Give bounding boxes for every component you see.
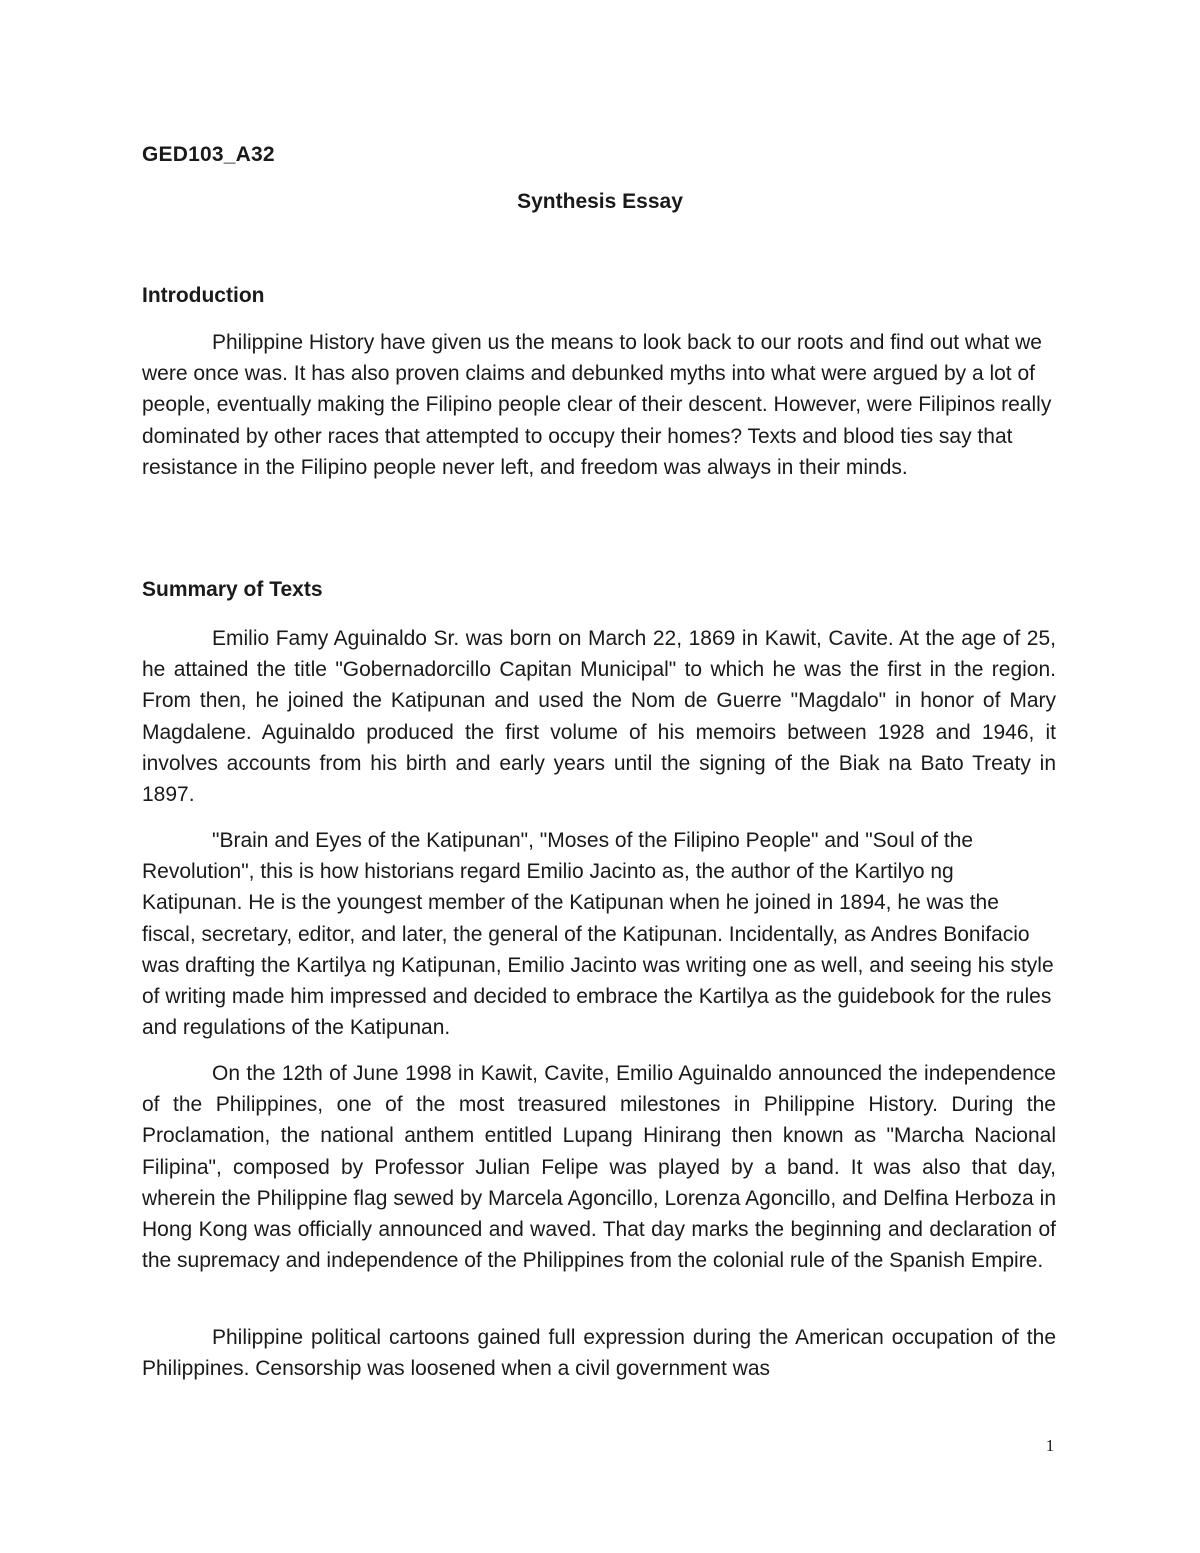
course-code: GED103_A32	[142, 143, 275, 166]
paragraph-summary-jacinto: "Brain and Eyes of the Katipunan", "Moses of the Filipino People" and "Soul of the Revolution", this is how historians regard Emilio Jacinto as, the author of the Kartilyo ng Katipunan. He is the youngest member of the Katipunan when he joined in 1894, he was the fiscal, secretary, editor, and later, the general of the Katipunan. Incidentally, as Andres Bonifacio was drafting the Kartilya ng Katipunan, Emilio Jacinto was writing one as well, and seeing his style of writing made him impressed and decided to embrace the Kartilya as the guidebook for the rules and regulations of the Katipunan.	[142, 829, 1054, 1040]
page-number: 1	[1045, 1436, 1055, 1455]
paragraph-summary-political-cartoons: Philippine political cartoons gained full expression during the American occupation of the Philippines. Censorship was loosened when a civil government was	[142, 1326, 1056, 1381]
section-heading-summary: Summary of Texts	[142, 578, 323, 601]
paragraph-summary-independence: On the 12th of June 1998 in Kawit, Cavite, Emilio Aguinaldo announced the independence of the Philippines, one of the most treasured milestones in Philippine History. During the Proclamation, the national anthem entitled Lupang Hinirang then known as "Marcha Nacional Filipina", composed by Professor Julian Felipe was played by a band. It was also that day, wherein the Philippine flag sewed by Marcela Agoncillo, Lorenza Agoncillo, and Delfina Herboza in Hong Kong was officially announced and waved. That day marks the beginning and declaration of the supremacy and independence of the Philippines from the colonial rule of the Spanish Empire.	[142, 1062, 1056, 1273]
document-title: Synthesis Essay	[517, 190, 683, 213]
paragraph-introduction: Philippine History have given us the means to look back to our roots and find out what we were once was. It has also proven claims and debunked myths into what were argued by a lot of people, eventually making the Filipino people clear of their descent. However, were Filipinos really dominated by other races that attempted to occupy their homes? Texts and blood ties say that resistance in the Filipino people never left, and freedom was always in their minds.	[142, 331, 1052, 479]
section-heading-introduction: Introduction	[142, 284, 265, 307]
paragraph-summary-aguinaldo: Emilio Famy Aguinaldo Sr. was born on March 22, 1869 in Kawit, Cavite. At the age of 25, he attained the title "Gobernadorcillo Capitan Municipal" to which he was the first in the region. From then, he joined the Katipunan and used the Nom de Guerre "Magdalo" in honor of Mary Magdalene. Aguinaldo produced the first volume of his memoirs between 1928 and 1946, it involves accounts from his birth and early years until the signing of the Biak na Bato Treaty in 1897.	[142, 627, 1056, 807]
